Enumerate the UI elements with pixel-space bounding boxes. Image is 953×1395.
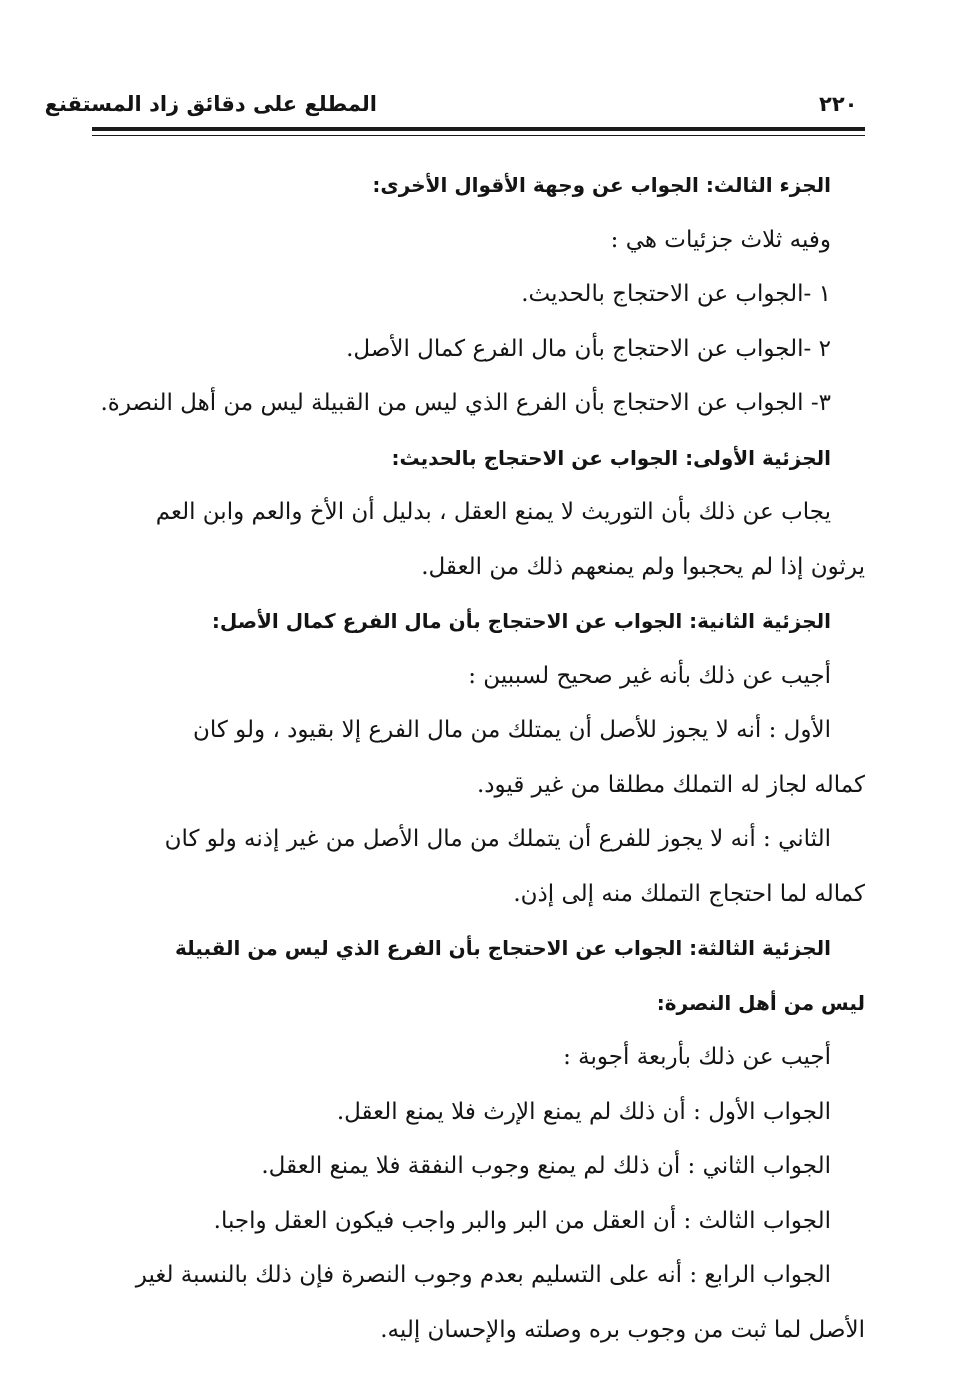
header-rule-thin (92, 135, 865, 136)
answer-4-line1: الجواب الرابع : أنه على التسليم بعدم وجوب النصرة فإن ذلك بالنسبة لغير (135, 1262, 831, 1288)
part2-first-line2: كماله لجاز له التملك مطلقا من غير قيود. (476, 771, 865, 798)
answer-3: الجواب الثالث : أن العقل من البر والبر واجب فيكون العقل واجبا. (213, 1207, 831, 1234)
part1-text-line2: يرثون إذا لم يحجبوا ولم يمنعهم ذلك من العقل. (421, 553, 865, 580)
list-item-2: ٢ -الجواب عن الاحتجاج بأن مال الفرع كمال الأصل. (346, 335, 831, 362)
page-body (92, 158, 865, 1357)
header-rule-thick (92, 127, 865, 131)
list-item-1: ١ -الجواب عن الاحتجاج بالحديث. (521, 281, 831, 307)
running-header (44, 86, 865, 126)
running-title: المطلع على دقائق زاد المستقنع (44, 92, 377, 116)
part2-second-line1: الثاني : أنه لا يجوز للفرع أن يتملك من مال الأصل من غير إذنه ولو كان (164, 826, 831, 852)
part2-second-line2: كماله لما احتجاج التملك منه إلى إذن. (513, 880, 865, 907)
answer-2: الجواب الثاني : أن ذلك لم يمنع وجوب النفقة فلا يمنع العقل. (261, 1153, 831, 1179)
part2-heading: الجزئية الثانية: الجواب عن الاحتجاج بأن مال الفرع كمال الأصل: (211, 609, 831, 633)
part1-text-line1: يجاب عن ذلك بأن التوريث لا يمنع العقل ، بدليل أن الأخ والعم وابن العم (155, 499, 831, 525)
list-item-3: ٣- الجواب عن الاحتجاج بأن الفرع الذي ليس من القبيلة ليس من أهل النصرة. (100, 390, 831, 416)
part3-heading-line1: الجزئية الثالثة: الجواب عن الاحتجاج بأن الفرع الذي ليس من القبيلة (175, 936, 831, 960)
page-number: ٢٢٠ (819, 92, 858, 116)
book-page (44, 0, 865, 1395)
part2-intro: أجيب عن ذلك بأنه غير صحيح لسببين : (468, 662, 831, 689)
answer-1: الجواب الأول : أن ذلك لم يمنع الإرث فلا يمنع العقل. (336, 1098, 831, 1125)
part3-heading-line2: ليس من أهل النصرة: (656, 990, 865, 1015)
section-intro: وفيه ثلاث جزئيات هي : (610, 226, 831, 253)
answer-4-line2: الأصل لما ثبت من وجوب بره وصلته والإحسان إليه. (380, 1316, 865, 1343)
section-heading: الجزء الثالث: الجواب عن وجهة الأقوال الأخرى: (372, 173, 831, 197)
part1-heading: الجزئية الأولى: الجواب عن الاحتجاج بالحديث: (391, 445, 831, 470)
part3-intro: أجيب عن ذلك بأربعة أجوبة : (563, 1044, 831, 1070)
part2-first-line1: الأول : أنه لا يجوز للأصل أن يمتلك من مال الفرع إلا بقيود ، ولو كان (192, 717, 831, 743)
